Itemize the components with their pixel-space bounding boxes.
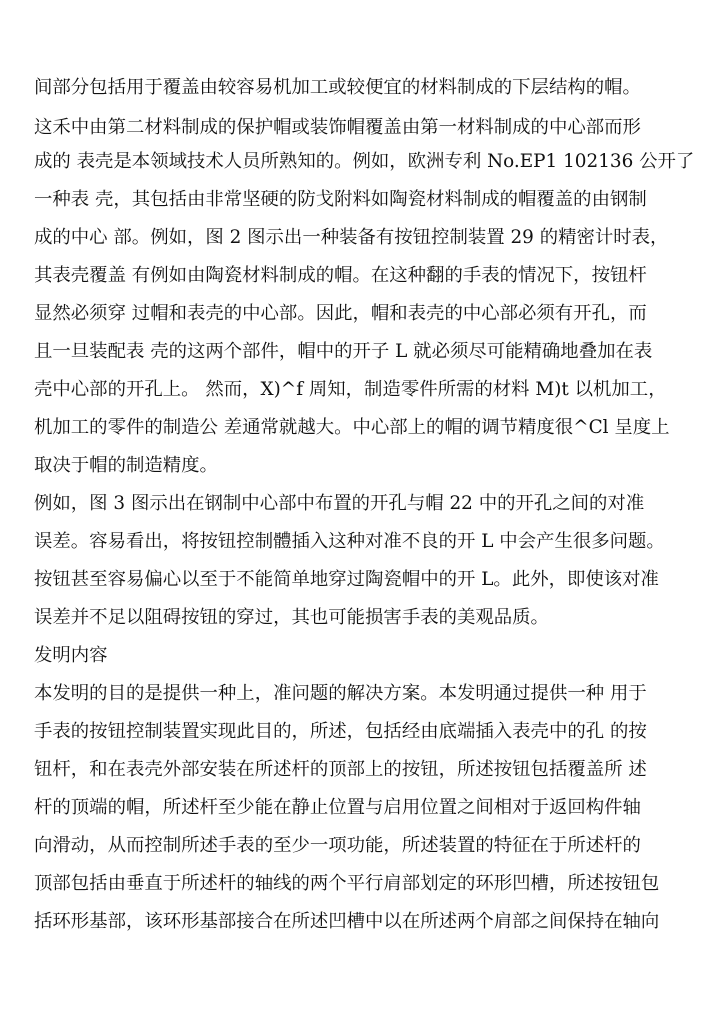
text-line: 顶部包括由垂直于所述杆的轴线的两个平行肩部划定的环形凹槽，所述按钮包 <box>34 873 660 894</box>
text-line: 成的 表壳是本领域技术人员所熟知的。例如，欧洲专利 No.EP1 102136 公开了 <box>34 151 695 172</box>
text-line: 显然必须穿 过帽和表壳的中心部。因此，帽和表壳的中心部必须有开孔，而 <box>34 303 647 324</box>
text-line: 例如，图 3 图示出在钢制中心部中布置的开孔与帽 22 中的开孔之间的对准 <box>34 493 645 514</box>
text-line: 壳中心部的开孔上。 然而，X)^f 周知，制造零件所需的材料 M)t 以机加工， <box>34 379 667 400</box>
text-line: 本发明的目的是提供一种上，准问题的解决方案。本发明通过提供一种 用于 <box>34 683 647 704</box>
text-line: 向滑动，从而控制所述手表的至少一项功能，所述装置的特征在于所述杆的 <box>34 835 641 856</box>
text-line: 且一旦装配表 壳的这两个部件，帽中的开子 L 就必须尽可能精确地叠加在表 <box>34 341 653 362</box>
text-line: 其表壳覆盖 有例如由陶瓷材料制成的帽。在这种翻的手表的情况下，按钮杆 <box>34 265 647 286</box>
text-line: 按钮甚至容易偏心以至于不能简单地穿过陶瓷帽中的开 L。此外，即使该对准 <box>34 569 659 590</box>
text-line: 一种表 壳，其包括由非常坚硬的防戈附料如陶瓷材料制成的帽覆盖的由钢制 <box>34 189 647 210</box>
text-line: 杆的顶端的帽，所述杆至少能在静止位置与启用位置之间相对于返回构件轴 <box>34 797 641 818</box>
text-line: 取决于帽的制造精度。 <box>34 455 218 476</box>
text-line: 误差。容易看出，将按钮控制體插入这种对准不良的开 L 中会产生很多问题。 <box>34 531 665 552</box>
text-line: 这禾中由第二材料制成的保护帽或装饰帽覆盖由第一材料制成的中心部而形 <box>34 117 641 138</box>
text-line: 机加工的零件的制造公 差通常就越大。中心部上的帽的调节精度很^Cl 呈度上 <box>34 417 670 438</box>
section-heading: 发明内容 <box>34 645 108 666</box>
text-line: 间部分包括用于覆盖由较容易机加工或较便宜的材料制成的下层结构的帽。 <box>34 77 641 98</box>
text-line: 括环形基部，该环形基部接合在所述凹槽中以在所述两个肩部之间保持在轴向 <box>34 911 660 932</box>
text-line: 手表的按钮控制装置实现此目的，所述，包括经由底端插入表壳中的孔 的按 <box>34 721 647 742</box>
text-line: 成的中心 部。例如，图 2 图示出一种装备有按钮控制装置 29 的精密计时表， <box>34 227 669 248</box>
text-line: 误差并不足以阻碍按钮的穿过，其也可能损害手表的美观品质。 <box>34 607 549 628</box>
text-line: 钮杆，和在表壳外部安装在所述杆的顶部上的按钮，所述按钮包括覆盖所 述 <box>34 759 647 780</box>
